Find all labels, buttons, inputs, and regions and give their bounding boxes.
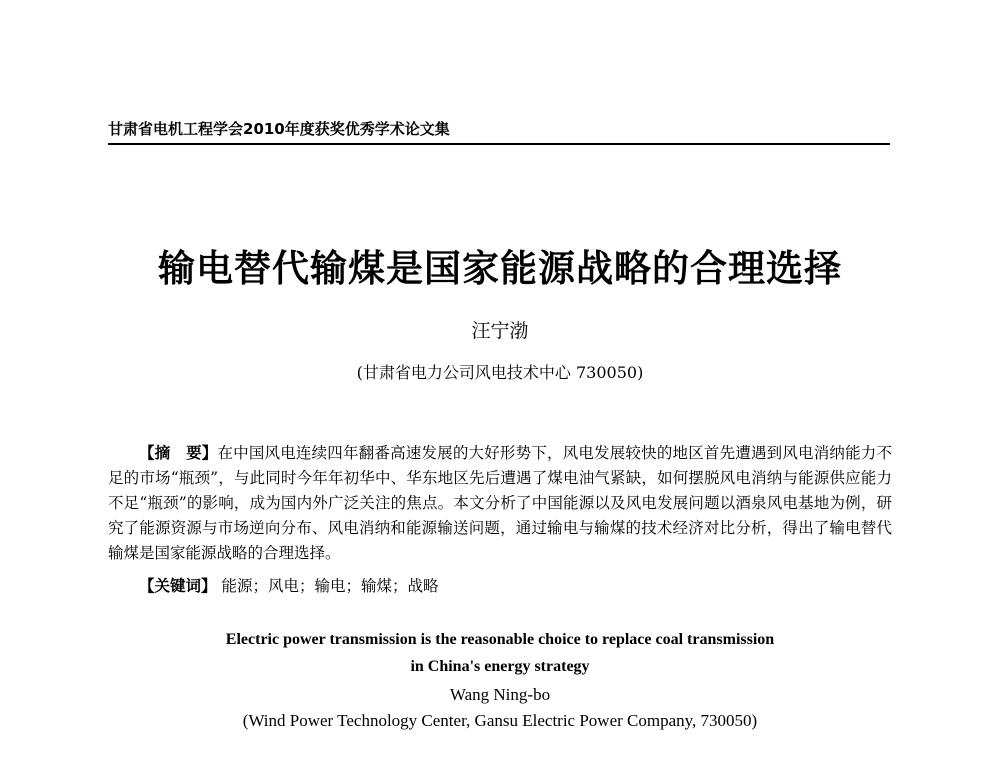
english-author: Wang Ning-bo: [449, 685, 551, 704]
paper-author: 汪宁渤: [471, 320, 529, 342]
abstract-label: 【摘 要】: [139, 443, 218, 462]
keywords: [139, 574, 438, 596]
english-title-line2: in China's energy strategy: [410, 658, 590, 675]
abstract: [108, 440, 892, 566]
keywords-label: 【关键词】: [139, 576, 217, 595]
paper-affiliation: (甘肃省电力公司风电技术中心 730050): [356, 363, 644, 382]
english-title-line1: Electric power transmission is the reasonable choice to replace coal transmission: [225, 631, 775, 648]
english-affiliation: (Wind Power Technology Center, Gansu Electric Power Company, 730050): [242, 711, 758, 730]
keywords-text: 能源；风电；输电；输煤；战略: [221, 577, 439, 595]
paper-title: 输电替代输煤是国家能源战略的合理选择: [158, 246, 842, 290]
running-header: 甘肃省电机工程学会2010年度获奖优秀学术论文集: [108, 120, 450, 138]
abstract-text: 在中国风电连续四年翻番高速发展的大好形势下，风电发展较快的地区首先遭遇到风电消纳能力不足的市场“瓶颈”，与此同时今年年初华中、华东地区先后遭遇了煤电油气紧缺，如何摆脱风电消纳与能源供应能力不足“瓶颈”的影响，成为国内外广泛关注的焦点。本文分析了中国能源以及风电发展问题以酒泉风电基地为例，研究了能源资源与市场逆向分布、风电消纳和能源输送问题，通过输电与输煤的技术经济对比分析，得出了输电替代输煤是国家能源战略的合理选择。: [108, 444, 892, 562]
header-rule: [108, 143, 890, 145]
